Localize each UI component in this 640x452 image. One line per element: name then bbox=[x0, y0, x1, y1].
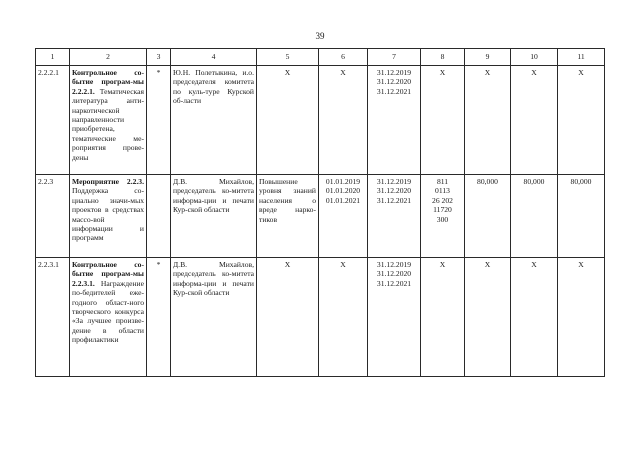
row-kbk bbox=[421, 175, 465, 258]
row-code: 2.2.2.1 bbox=[36, 66, 70, 175]
row-col9: X bbox=[465, 258, 511, 377]
table-row bbox=[36, 175, 605, 258]
kbk-part: 11720 bbox=[433, 205, 452, 215]
table-row bbox=[36, 258, 605, 377]
row-title: Контрольное со-бытие програм-мы 2.2.2.1. bbox=[72, 68, 144, 96]
end-date: 31.12.2019 bbox=[376, 260, 412, 269]
row-col11: X bbox=[558, 258, 605, 377]
col-header-10: 10 bbox=[511, 49, 558, 66]
page-number: 39 bbox=[315, 31, 325, 41]
col-header-6: 6 bbox=[319, 49, 368, 66]
row-start: X bbox=[319, 258, 368, 377]
program-table bbox=[35, 48, 605, 377]
row-col10: 80,000 bbox=[511, 175, 558, 258]
row-title: Контрольное со-бытие програм-мы 2.2.3.1. bbox=[72, 260, 144, 288]
row-col3 bbox=[147, 175, 171, 258]
row-end bbox=[368, 175, 421, 258]
row-col3: * bbox=[147, 258, 171, 377]
row-col9: 80,000 bbox=[465, 175, 511, 258]
row-col9: X bbox=[465, 66, 511, 175]
header-row bbox=[36, 49, 605, 66]
row-end bbox=[368, 258, 421, 377]
col-header-9: 9 bbox=[465, 49, 511, 66]
col-header-3: 3 bbox=[147, 49, 171, 66]
row-col11: 80,000 bbox=[558, 175, 605, 258]
col-header-2: 2 bbox=[70, 49, 147, 66]
row-title: Мероприятие 2.2.3. bbox=[72, 177, 144, 186]
row-code: 2.2.3 bbox=[36, 175, 70, 258]
row-description: Тематическая литература анти-наркотической направленности приобретена, тематические ме-роприятия прове-дены bbox=[72, 86, 144, 162]
row-code: 2.2.3.1 bbox=[36, 258, 70, 377]
row-name-cell bbox=[70, 258, 147, 377]
row-start bbox=[319, 175, 368, 258]
col-header-1: 1 bbox=[36, 49, 70, 66]
row-description: Поддержка со-циально значи-мых проектов в средствах массо-вой информации и программ bbox=[72, 186, 144, 243]
row-responsible: Д.В. Михайлов, председатель ко-митета информа-ции и печати Кур-ской области bbox=[171, 258, 257, 377]
row-name-cell bbox=[70, 175, 147, 258]
row-end bbox=[368, 66, 421, 175]
row-col10: X bbox=[511, 258, 558, 377]
start-date: 01.01.2021 bbox=[325, 195, 361, 205]
end-date: 31.12.2019 bbox=[376, 68, 412, 77]
end-date: 31.12.2020 bbox=[376, 269, 412, 279]
end-date: 31.12.2021 bbox=[376, 86, 412, 96]
row-responsible: Ю.Н. Полетыкина, и.о. председателя комитета по куль-туре Курской об-ласти bbox=[171, 66, 257, 175]
end-date: 31.12.2019 bbox=[376, 177, 412, 186]
start-date: 01.01.2019 bbox=[325, 177, 361, 186]
end-date: 31.12.2021 bbox=[376, 278, 412, 288]
start-date: 01.01.2020 bbox=[325, 186, 361, 196]
row-kbk: X bbox=[421, 258, 465, 377]
end-date: 31.12.2020 bbox=[376, 77, 412, 87]
row-result: Повышение уровня знаний населения о вреде нарко-тиков bbox=[257, 175, 319, 258]
row-description: Награждение по-бедителей еже-годного област-ного творческого конкурса «За лучшее произве-дение в области профилактики bbox=[72, 278, 144, 345]
kbk-part: 811 bbox=[436, 177, 449, 186]
col-header-7: 7 bbox=[368, 49, 421, 66]
row-col11: X bbox=[558, 66, 605, 175]
row-col3: * bbox=[147, 66, 171, 175]
kbk-part: 0113 bbox=[435, 186, 450, 196]
row-start: X bbox=[319, 66, 368, 175]
col-header-8: 8 bbox=[421, 49, 465, 66]
row-name-cell bbox=[70, 66, 147, 175]
row-result: X bbox=[257, 258, 319, 377]
col-header-4: 4 bbox=[171, 49, 257, 66]
kbk-part: 300 bbox=[436, 214, 449, 224]
col-header-11: 11 bbox=[558, 49, 605, 66]
row-kbk: X bbox=[421, 66, 465, 175]
row-responsible: Д.В. Михайлов, председатель ко-митета информа-ции и печати Кур-ской области bbox=[171, 175, 257, 258]
col-header-5: 5 bbox=[257, 49, 319, 66]
end-date: 31.12.2021 bbox=[376, 195, 412, 205]
kbk-part: 26 202 bbox=[432, 195, 453, 205]
table-row bbox=[36, 66, 605, 175]
row-result: X bbox=[257, 66, 319, 175]
end-date: 31.12.2020 bbox=[376, 186, 412, 196]
row-col10: X bbox=[511, 66, 558, 175]
